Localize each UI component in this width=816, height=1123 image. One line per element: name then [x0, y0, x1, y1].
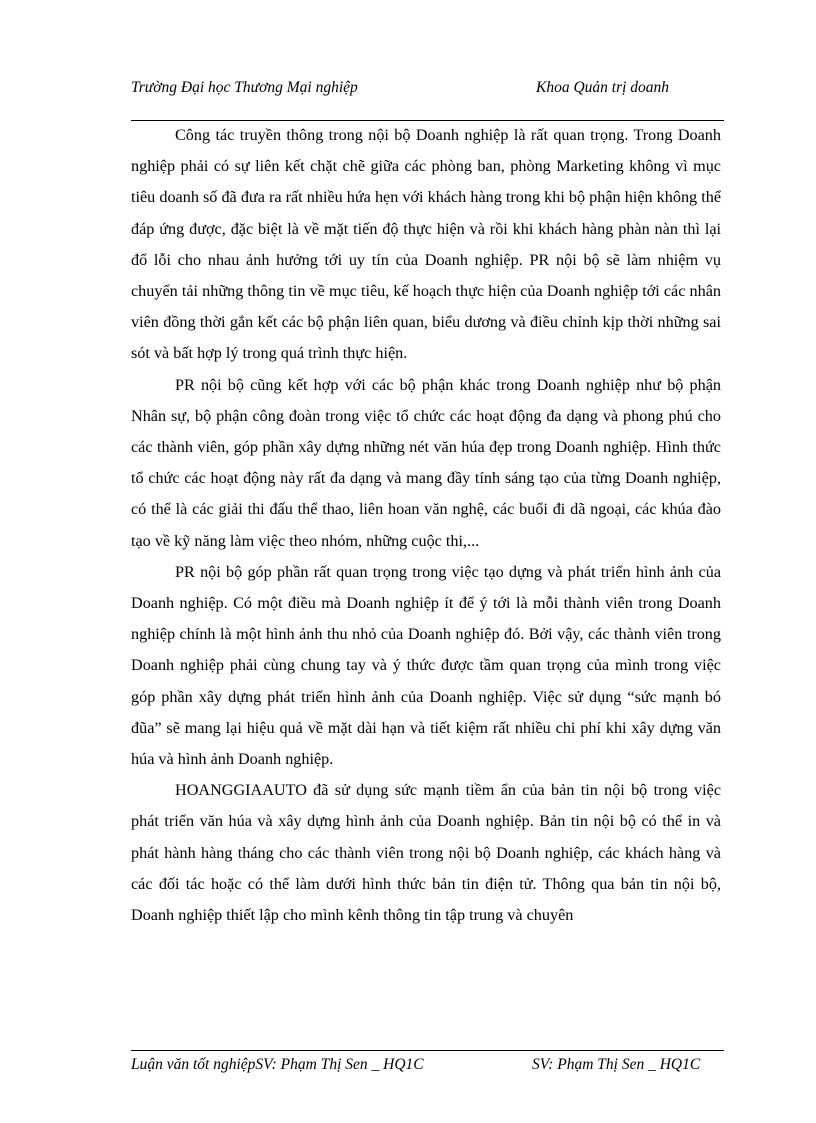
- header-faculty-name: Khoa Quản trị doanh: [536, 79, 670, 96]
- footer-divider: [131, 1050, 724, 1051]
- footer-student-label: SV: Phạm Thị Sen _ HQ1C: [532, 1056, 701, 1073]
- paragraph-4: HOANGGIAAUTO đã sử dụng sức mạnh tiềm ẩn của bản tin nội bộ trong việc phát triển văn húa và xây dựng hình ảnh của Doanh nghiệp. Bản tin nội bộ có thể in và phát hành hàng tháng cho các thành viên trong nội bộ Doanh nghiệp, các khách hàng và các đối tác hoặc có thể làm dưới hình thức bản tin điện tử. Thông qua bản tin nội bộ, Doanh nghiệp thiết lập cho mình kênh thông tin tập trung và chuyên: [131, 781, 721, 925]
- paragraph-3: PR nội bộ góp phần rất quan trọng trong việc tạo dựng và phát triển hình ảnh của Doanh nghiệp. Có một điều mà Doanh nghiệp ít để ý tới là mỗi thành viên trong Doanh nghiệp chính là một hình ảnh thu nhỏ của Doanh nghiệp đó. Bởi vậy, các thành viên trong Doanh nghiệp phải cùng chung tay và ý thức được tầm quan trọng của mình trong việc góp phần xây dựng phát triển hình ảnh của Doanh nghiệp. Việc sử dụng “sức mạnh bó đũa” sẽ mang lại hiệu quả về mặt dài hạn và tiết kiệm rất nhiều chi phí khi xây dựng văn húa và hình ảnh Doanh nghiệp.: [131, 562, 721, 769]
- header-school-name: Trường Đại học Thương Mại nghiệp: [131, 79, 358, 96]
- footer-thesis-label: Luận văn tốt nghiệpSV: Phạm Thị Sen _ HQ1C: [131, 1056, 424, 1073]
- paragraph-1: Công tác truyền thông trong nội bộ Doanh nghiệp là rất quan trọng. Trong Doanh nghiệp phải có sự liên kết chặt chẽ giữa các phòng ban, phòng Marketing không vì mục tiêu doanh số đã đưa ra rất nhiều hứa hẹn với khách hàng trong khi bộ phận hiện không thể đáp ứng được, đặc biệt là về mặt tiến độ thực hiện và rồi khi khách hàng phàn nàn thì lại đổ lỗi cho nhau ảnh hưởng tới uy tín của Doanh nghiệp. PR nội bộ sẽ làm nhiệm vụ chuyển tải những thông tin về mục tiêu, kế hoạch thực hiện của Doanh nghiệp tới các nhân viên đồng thời gắn kết các bộ phận liên quan, biểu dương và điều chỉnh kịp thời những sai sót và bất hợp lý trong quá trình thực hiện.: [131, 126, 721, 363]
- body-text: [131, 120, 721, 931]
- paragraph-2: PR nội bộ cũng kết hợp với các bộ phận khác trong Doanh nghiệp như bộ phận Nhân sự, bộ phận công đoàn trong việc tổ chức các hoạt động đa dạng và phong phú cho các thành viên, góp phần xây dựng những nét văn húa đẹp trong Doanh nghiệp. Hình thức tổ chức các hoạt động này rất đa dạng và mang đầy tính sáng tạo của từng Doanh nghiệp, có thể là các giải thi đấu thể thao, liên hoan văn nghệ, các buổi đi dã ngoại, các khúa đào tạo về kỹ năng làm việc theo nhóm, những cuộc thi,...: [131, 375, 721, 550]
